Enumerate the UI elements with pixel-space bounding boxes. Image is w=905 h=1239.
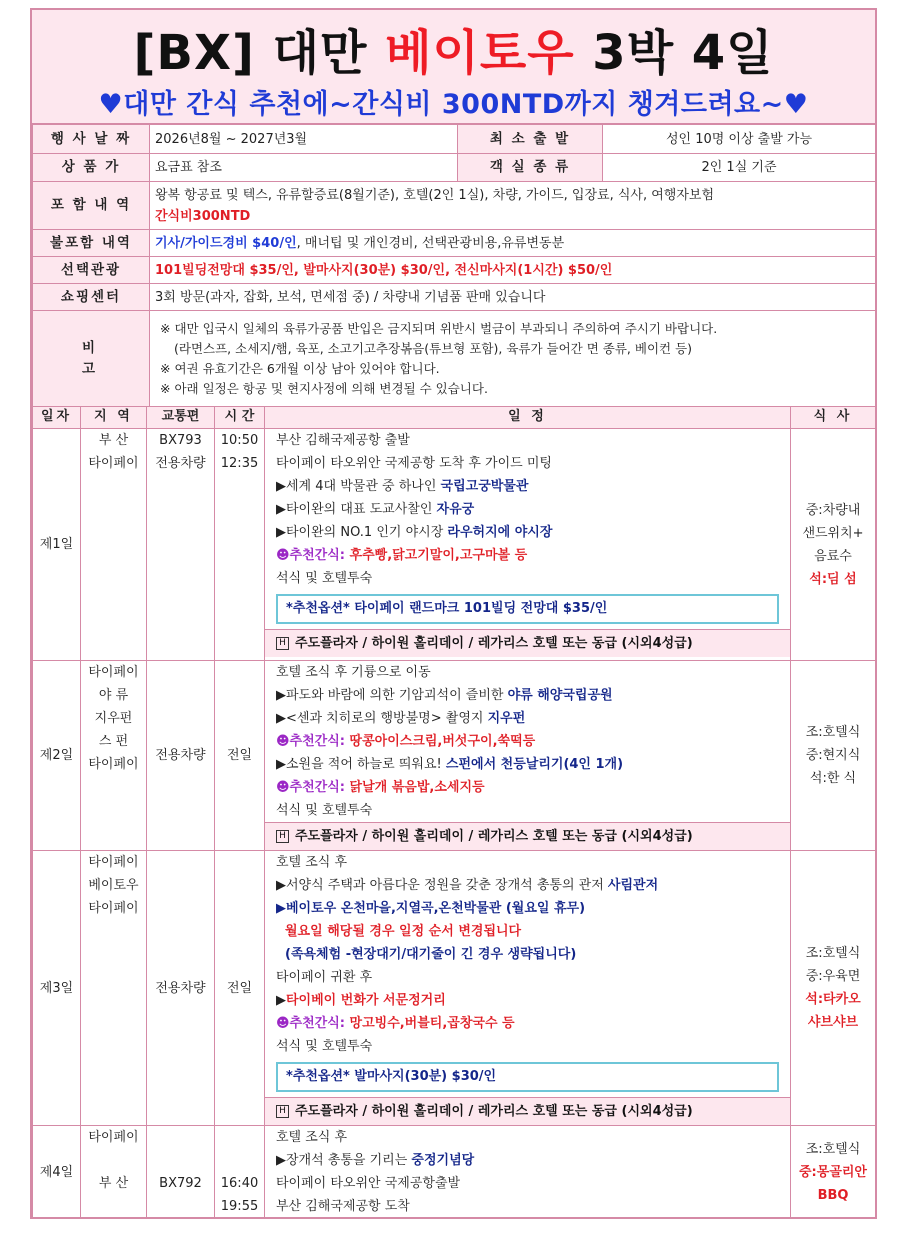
optional-value: 101빌딩전망대 $35/인, 발마사지(30분) $30/인, 전신마사지(1시간) $50/인 <box>150 257 876 284</box>
day-label: 제3일 <box>33 851 81 1126</box>
itinerary-line: ▶베이토우 온천마을,지열곡,온천박물관 (월요일 휴무) <box>276 901 586 916</box>
schedule-table <box>32 406 876 1219</box>
itinerary-text: ▶타이완의 NO.1 인기 야시장 <box>276 525 448 540</box>
itinerary-line: 부산 김해국제공항 출발 <box>276 433 410 448</box>
itinerary-line <box>265 1149 790 1172</box>
itinerary-line <box>265 475 790 498</box>
info-row-optional <box>33 257 876 284</box>
shopping-label: 쇼핑센터 <box>33 284 150 311</box>
itinerary-line: 타이페이 타오위안 국제공항 도착 후 가이드 미팅 <box>276 456 552 471</box>
region-name: 타이페이 <box>88 1130 139 1145</box>
itinerary-line: 석식 및 호텔투숙 <box>276 1039 373 1054</box>
meal-item: 조:호텔식 <box>805 725 861 740</box>
info-row-included <box>33 182 876 230</box>
included-cell <box>150 182 876 230</box>
snack-items: 땅콩아이스크림,버섯구이,쑥떡등 <box>349 734 536 749</box>
meal-cell <box>791 429 876 661</box>
time-cell <box>215 1126 265 1219</box>
itinerary-highlight: 자유궁 <box>436 502 475 517</box>
itinerary-text: ▶소원을 적어 하늘로 띄워요! <box>276 757 446 772</box>
meal-item: 음료수 <box>814 548 852 564</box>
snack-line <box>265 776 790 799</box>
region-name: 타이페이 <box>88 901 139 916</box>
remark-line: ※ 여권 유효기간은 6개월 이상 남아 있어야 합니다. <box>160 360 440 376</box>
region-name: 타이페이 <box>88 456 139 471</box>
meal-item: 샤브샤브 <box>807 1015 859 1030</box>
itinerary-line <box>265 989 790 1012</box>
meal-item: BBQ <box>817 1187 849 1203</box>
transport-name: BX793 <box>159 433 202 448</box>
remark-line: (라면스프, 소세지/햄, 육포, 소고기고추장볶음(튜브형 포함), 육류가 들어간 면 종류, 베이컨 등) <box>174 340 693 356</box>
itinerary-line: 타이페이 귀환 후 <box>276 970 373 985</box>
title-prefix: [BX] 대만 <box>133 25 386 81</box>
itinerary-text: ▶파도와 바람에 의한 기암괴석이 즐비한 <box>276 688 508 703</box>
time-value: 전일 <box>215 661 265 851</box>
title-highlight: 베이토우 <box>385 25 575 81</box>
meal-item: 중:우육면 <box>805 969 861 984</box>
page-title <box>32 14 875 83</box>
meal-item: 조:호텔식 <box>805 1141 861 1157</box>
itinerary-text: ▶서양식 주택과 아름다운 정원을 갖춘 장개석 총통의 관저 <box>276 878 608 893</box>
region-name: 타이페이 <box>88 855 139 870</box>
itinerary-text: ▶<센과 치히로의 행방불명> 촬영지 <box>276 711 488 726</box>
included-label: 포 함 내 역 <box>33 182 150 230</box>
itinerary-highlight: 중정기념당 <box>411 1153 475 1168</box>
info-row-period <box>33 125 876 154</box>
day-label: 제1일 <box>33 429 81 661</box>
region-cell <box>81 661 147 851</box>
region-name: 베이토우 <box>88 878 139 893</box>
hotel-names: 주도플라자 / 하이원 홀리데이 / 레가리스 호텔 또는 동급 (시외4성급) <box>295 636 693 651</box>
itinerary-line: 석식 및 호텔투숙 <box>276 803 373 818</box>
itinerary-line <box>265 498 790 521</box>
itinerary-text: ▶타이완의 대표 도교사찰인 <box>276 502 437 517</box>
itinerary-highlight: 야류 해양국립공원 <box>507 688 613 703</box>
itinerary-line: 부산 김해국제공항 도착 <box>276 1199 410 1214</box>
region-name: 타이페이 <box>88 757 139 772</box>
hotel-line <box>265 629 790 657</box>
itinerary-line <box>265 874 790 897</box>
snack-label: ☻추천간식: <box>276 734 350 749</box>
snack-items: 닭날개 볶음밥,소세지등 <box>349 780 485 795</box>
itinerary-line: 호텔 조식 후 <box>276 855 348 870</box>
title-suffix: 3박 4일 <box>574 25 774 81</box>
region-name: 스 펀 <box>98 734 129 749</box>
meal-item: 중:몽골리안 <box>799 1164 867 1180</box>
time-value: 12:35 <box>220 456 259 471</box>
meal-item: 샌드위치+ <box>802 525 864 541</box>
excluded-cell <box>150 230 876 257</box>
itinerary-line: 호텔 조식 후 기륭으로 이동 <box>276 665 431 680</box>
meal-item: 중:차량내 <box>805 502 861 518</box>
hotel-line <box>265 1097 790 1125</box>
itinerary-cell <box>265 429 791 661</box>
time-value: 10:50 <box>220 433 259 448</box>
itinerary-line: 호텔 조식 후 <box>276 1130 348 1145</box>
meal-item: 석:딤 섬 <box>809 571 857 587</box>
day-label: 제2일 <box>33 661 81 851</box>
region-cell <box>81 429 147 661</box>
time-cell <box>215 429 265 661</box>
day-row <box>33 429 876 661</box>
itinerary-line <box>265 521 790 544</box>
transport-name: BX792 <box>159 1176 202 1191</box>
remark-line: ※ 대만 입국시 일체의 육류가공품 반입은 금지되며 위반시 벌금이 부과되니 주의하여 주시기 바랍니다. <box>160 320 718 336</box>
region-name: 타이페이 <box>88 665 139 680</box>
included-value: 왕복 항공료 및 텍스, 유류할증료(8월기준), 호텔(2인 1실), 차량, 가이드, 입장료, 식사, 여행자보험 <box>155 187 715 203</box>
meal-item: 중:현지식 <box>805 748 861 763</box>
itinerary-frame <box>30 8 877 1219</box>
snack-label: ☻추천간식: <box>276 780 350 795</box>
region-cell <box>81 1126 147 1219</box>
excluded-rest: , 매너팁 및 개인경비, 선택관광비용,유류변동분 <box>296 235 565 251</box>
info-row-remarks <box>33 311 876 407</box>
itinerary-note: (족욕체험 -현장대기/대기줄이 긴 경우 생략됩니다) <box>285 947 577 962</box>
itinerary-cell <box>265 851 791 1126</box>
time-value: 전일 <box>215 851 265 1126</box>
itinerary-highlight: 지우펀 <box>487 711 526 726</box>
title-banner <box>32 10 875 124</box>
room-label: 객 실 종 류 <box>458 154 603 182</box>
meal-item: 석:타카오 <box>805 992 861 1007</box>
itinerary-line <box>265 684 790 707</box>
meal-cell <box>791 1126 876 1219</box>
meal-cell <box>791 661 876 851</box>
hotel-line <box>265 822 790 850</box>
snack-items: 후추빵,닭고기말이,고구마볼 등 <box>349 548 528 563</box>
day-row <box>33 661 876 851</box>
time-value: 16:40 <box>220 1176 259 1191</box>
itinerary-highlight: 라우허지에 야시장 <box>447 525 553 540</box>
region-name: 부 산 <box>98 1176 129 1191</box>
price-value: 요금표 참조 <box>150 154 458 182</box>
hotel-names: 주도플라자 / 하이원 홀리데이 / 레가리스 호텔 또는 동급 (시외4성급) <box>295 829 693 844</box>
hotel-icon: H <box>276 1105 289 1118</box>
day-label: 제4일 <box>33 1126 81 1219</box>
remark-line: ※ 아래 일정은 항공 및 현지사정에 의해 변경될 수 있습니다. <box>160 380 488 396</box>
snack-label: ☻추천간식: <box>276 548 350 563</box>
header-day: 일자 <box>33 407 81 429</box>
itinerary-highlight: 타이베이 번화가 서문정거리 <box>286 993 446 1008</box>
transport-name: 전용차량 <box>147 851 215 1126</box>
excluded-highlight: 기사/가이드경비 $40/인 <box>155 235 297 251</box>
transport-cell <box>147 1126 215 1219</box>
itinerary-text: ▶장개석 총통을 기리는 <box>276 1153 412 1168</box>
region-cell <box>81 851 147 1126</box>
min-depart-label: 최 소 출 발 <box>458 125 603 154</box>
header-transport: 교통편 <box>147 407 215 429</box>
snack-label: ☻추천간식: <box>276 1016 350 1031</box>
itinerary-cell <box>265 1126 791 1219</box>
header-itinerary: 일 정 <box>265 407 791 429</box>
min-depart-value: 성인 10명 이상 출발 가능 <box>603 125 876 154</box>
hotel-names: 주도플라자 / 하이원 홀리데이 / 레가리스 호텔 또는 동급 (시외4성급) <box>295 1104 693 1119</box>
header-time: 시 간 <box>215 407 265 429</box>
day-row <box>33 851 876 1126</box>
itinerary-line: 석식 및 호텔투숙 <box>276 571 373 586</box>
itinerary-highlight: 사림관저 <box>607 878 659 893</box>
region-name: 지우펀 <box>94 711 133 726</box>
page-subtitle: ♥대만 간식 추천에~간식비 300NTD까지 챙겨드려요~♥ <box>98 89 809 120</box>
price-label: 상 품 가 <box>33 154 150 182</box>
itinerary-line: 타이페이 타오위안 국제공항출발 <box>276 1176 461 1191</box>
snack-items: 망고빙수,버블티,곱창국수 등 <box>349 1016 515 1031</box>
info-table <box>32 124 876 407</box>
region-name: 야 류 <box>98 688 129 703</box>
hotel-icon: H <box>276 637 289 650</box>
snack-line <box>265 730 790 753</box>
meal-item: 석:한 식 <box>809 771 857 786</box>
meal-item: 조:호텔식 <box>805 946 861 961</box>
info-row-shopping <box>33 284 876 311</box>
period-label: 행 사 날 짜 <box>33 125 150 154</box>
transport-cell <box>147 429 215 661</box>
remarks-cell <box>150 311 876 407</box>
info-row-price <box>33 154 876 182</box>
itinerary-highlight: 스펀에서 천등날리기(4인 1개) <box>445 757 624 772</box>
period-value: 2026년8월 ~ 2027년3월 <box>150 125 458 154</box>
itinerary-cell <box>265 661 791 851</box>
time-value: 19:55 <box>220 1199 259 1214</box>
itinerary-note: 월요일 해당될 경우 일정 순서 변경됩니다 <box>285 924 522 939</box>
snack-line <box>265 1012 790 1035</box>
itinerary-highlight: 국립고궁박물관 <box>440 479 529 494</box>
optional-label: 선택관광 <box>33 257 150 284</box>
remarks-label: 비 고 <box>33 311 150 407</box>
info-row-excluded <box>33 230 876 257</box>
recommended-option-box: *추천옵션* 발마사지(30분) $30/인 <box>276 1062 779 1092</box>
transport-name: 전용차량 <box>147 661 215 851</box>
day-row <box>33 1126 876 1219</box>
room-value: 2인 1실 기준 <box>603 154 876 182</box>
shopping-value: 3회 방문(과자, 잡화, 보석, 면세점 중) / 차량내 기념품 판매 있습니다 <box>150 284 876 311</box>
recommended-option-box: *추천옵션* 타이페이 랜드마크 101빌딩 전망대 $35/인 <box>276 594 779 624</box>
header-region: 지 역 <box>81 407 147 429</box>
hotel-icon: H <box>276 830 289 843</box>
itinerary-text: ▶ <box>276 993 286 1008</box>
excluded-label: 불포함 내역 <box>33 230 150 257</box>
region-name: 부 산 <box>98 433 129 448</box>
meal-cell <box>791 851 876 1126</box>
itinerary-line <box>265 753 790 776</box>
itinerary-line <box>265 707 790 730</box>
included-extra: 간식비300NTD <box>155 208 251 224</box>
schedule-header <box>33 407 876 429</box>
itinerary-text: ▶세계 4대 박물관 중 하나인 <box>276 479 441 494</box>
snack-line <box>265 544 790 567</box>
transport-name: 전용차량 <box>155 456 206 471</box>
header-meal: 식 사 <box>791 407 876 429</box>
